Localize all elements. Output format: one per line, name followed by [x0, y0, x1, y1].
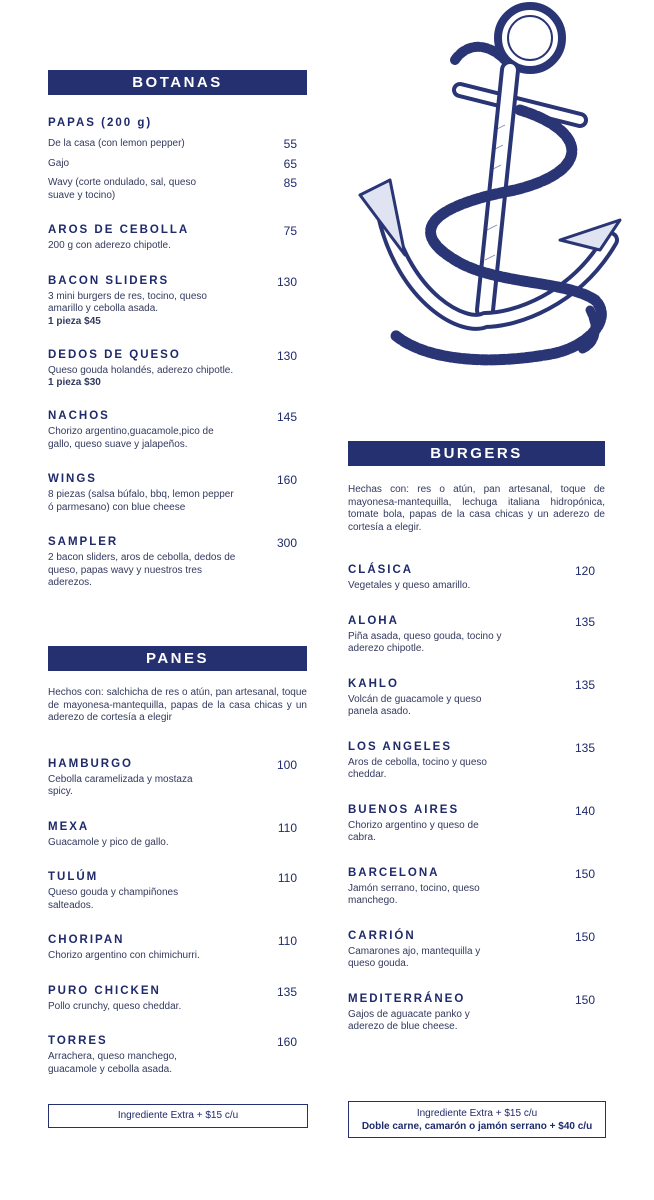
papas-title: PAPAS (200 g): [48, 117, 153, 129]
item-note: 1 pieza $45: [48, 315, 101, 327]
papas-option: Wavy (corte ondulado, sal, queso suave y tocino) 85: [48, 176, 297, 201]
burgers-section: [348, 441, 605, 1034]
panes-section: [48, 646, 307, 1076]
papas-option: Gajo 65: [48, 157, 297, 171]
menu-item: DEDOS DE QUESO 130 Queso gouda holandés, aderezo chipotle. 1 pieza $30: [48, 349, 307, 389]
menu-item: LOS ANGELES 135 Aros de cebolla, tocino y queso cheddar.: [348, 740, 595, 780]
menu-item: TORRES 160 Arrachera, queso manchego, guacamole y cebolla asada.: [48, 1035, 297, 1075]
panes-intro: Hechos con: salchicha de res o atún, pan artesanal, toque de mayonesa-mantequilla, papas de la casa chicas y un aderezo de cortesía a elegir: [48, 687, 307, 723]
menu-item: ALOHA 135 Piña asada, queso gouda, tocino y aderezo chipotle.: [348, 614, 595, 654]
menu-item: BARCELONA 150 Jamón serrano, tocino, queso manchego.: [348, 866, 595, 906]
left-column: [48, 70, 307, 590]
burgers-header: BURGERS: [348, 441, 605, 466]
menu-item: AROS DE CEBOLLA 75 200 g con aderezo chipotle.: [48, 224, 297, 251]
menu-item: SAMPLER 300 2 bacon sliders, aros de cebolla, dedos de queso, papas wavy y nuestros tres aderezos.: [48, 536, 297, 588]
menu-item: CARRIÓN 150 Camarones ajo, mantequilla y queso gouda.: [348, 929, 595, 969]
menu-item: KAHLO 135 Volcán de guacamole y queso panela asado.: [348, 677, 595, 717]
menu-item: PURO CHICKEN 135 Pollo crunchy, queso cheddar.: [48, 984, 297, 1012]
menu-item: WINGS 160 8 piezas (salsa búfalo, bbq, lemon pepper ó parmesano) con blue cheese: [48, 473, 297, 513]
menu-item: BUENOS AIRES 140 Chorizo argentino y queso de cabra.: [348, 803, 595, 843]
anchor-with-rope-icon: [345, 0, 625, 400]
menu-item: CLÁSICA 120 Vegetales y queso amarillo.: [348, 564, 595, 591]
panes-header: PANES: [48, 646, 307, 671]
menu-item: BACON SLIDERS 130 3 mini burgers de res, tocino, queso amarillo y cebolla asada. 1 pieza $45: [48, 275, 307, 327]
menu-item: MEDITERRÁNEO 150 Gajos de aguacate panko y aderezo de blue cheese.: [348, 992, 595, 1032]
menu-item: CHORIPAN 110 Chorizo argentino con chimichurri.: [48, 934, 297, 961]
menu-item: MEXA 110 Guacamole y pico de gallo.: [48, 820, 297, 848]
botanas-header: BOTANAS: [48, 70, 307, 95]
menu-item: HAMBURGO 100 Cebolla caramelizada y mostaza spicy.: [48, 757, 297, 797]
item-note: 1 pieza $30: [48, 377, 101, 388]
panes-extra-box: Ingrediente Extra + $15 c/u: [48, 1104, 308, 1128]
burgers-intro: Hechas con: res o atún, pan artesanal, toque de mayonesa-mantequilla, lechuga italiana hidropónica, tomate bola, papas de la casa chicas y un aderezo de cortesía a elegir.: [348, 484, 605, 533]
papas-section: [48, 117, 307, 202]
menu-item: NACHOS 145 Chorizo argentino,guacamole,pico de gallo, queso suave y jalapeños.: [48, 410, 297, 450]
papas-option: De la casa (con lemon pepper) 55: [48, 137, 297, 151]
burgers-extra-box: Ingrediente Extra + $15 c/u Doble carne, camarón o jamón serrano + $40 c/u: [348, 1101, 606, 1138]
menu-item: TULÚM 110 Queso gouda y champiñones salteados.: [48, 871, 297, 911]
